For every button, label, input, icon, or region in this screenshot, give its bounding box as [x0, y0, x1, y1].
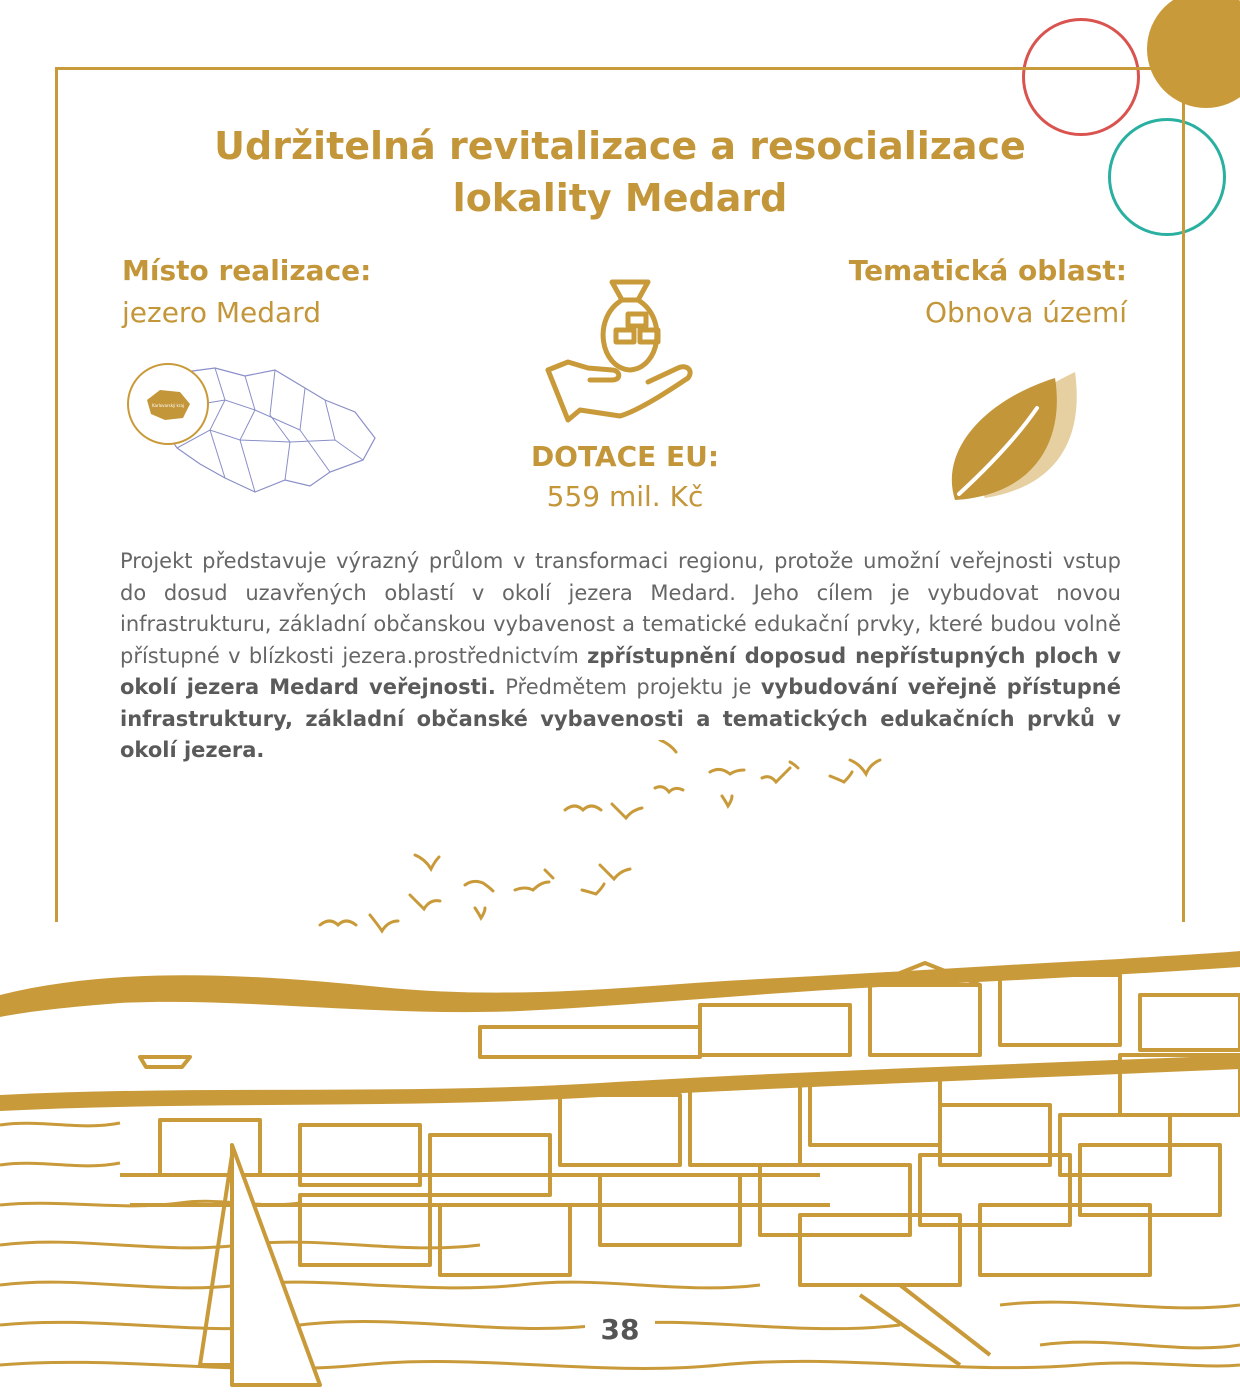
- description-text-2: Předmětem projektu je: [495, 675, 761, 699]
- leaf-icon: [945, 370, 1085, 505]
- birds-illustration: [300, 740, 900, 940]
- description-bold-2: vybudování veřejně přístupné infrastruktury, základní občanské vybavenosti a tematických edukačních prvků v okolí jezera.: [120, 675, 1121, 762]
- theme-value: Obnova území: [924, 296, 1127, 329]
- theme-label: Tematická oblast:: [848, 254, 1127, 287]
- czech-map-icon: [125, 360, 385, 500]
- funding-label: DOTACE EU:: [530, 440, 720, 473]
- title-line-1: Udržitelná revitalizace a resocializace: [214, 124, 1026, 168]
- description-bold-1: zpřístupnění doposud nepřístupných ploch v okolí jezera Medard veřejnosti.: [120, 643, 1122, 699]
- project-description: [120, 546, 1121, 767]
- map-region-label: Karlovarský kraj: [151, 403, 185, 408]
- page-number: 38: [585, 1308, 655, 1352]
- title-line-2: lokality Medard: [452, 176, 788, 220]
- place-label: Místo realizace:: [122, 254, 372, 287]
- page-title: [120, 120, 1120, 224]
- place-value: jezero Medard: [122, 296, 321, 329]
- description-text-1: Projekt představuje výrazný průlom v transformaci regionu, protože umožní veřejnosti vstup do dosud uzavřených oblastí v okolí jezera Medard. Jeho cílem je vybudovat novou infrastrukturu, základní občanskou vybavenost a tematické edukační prvky, které budou volně přístupné v blízkosti jezera.prostřednictvím: [120, 549, 1121, 668]
- money-hand-icon: [540, 270, 700, 425]
- funding-value: 559 mil. Kč: [546, 480, 704, 513]
